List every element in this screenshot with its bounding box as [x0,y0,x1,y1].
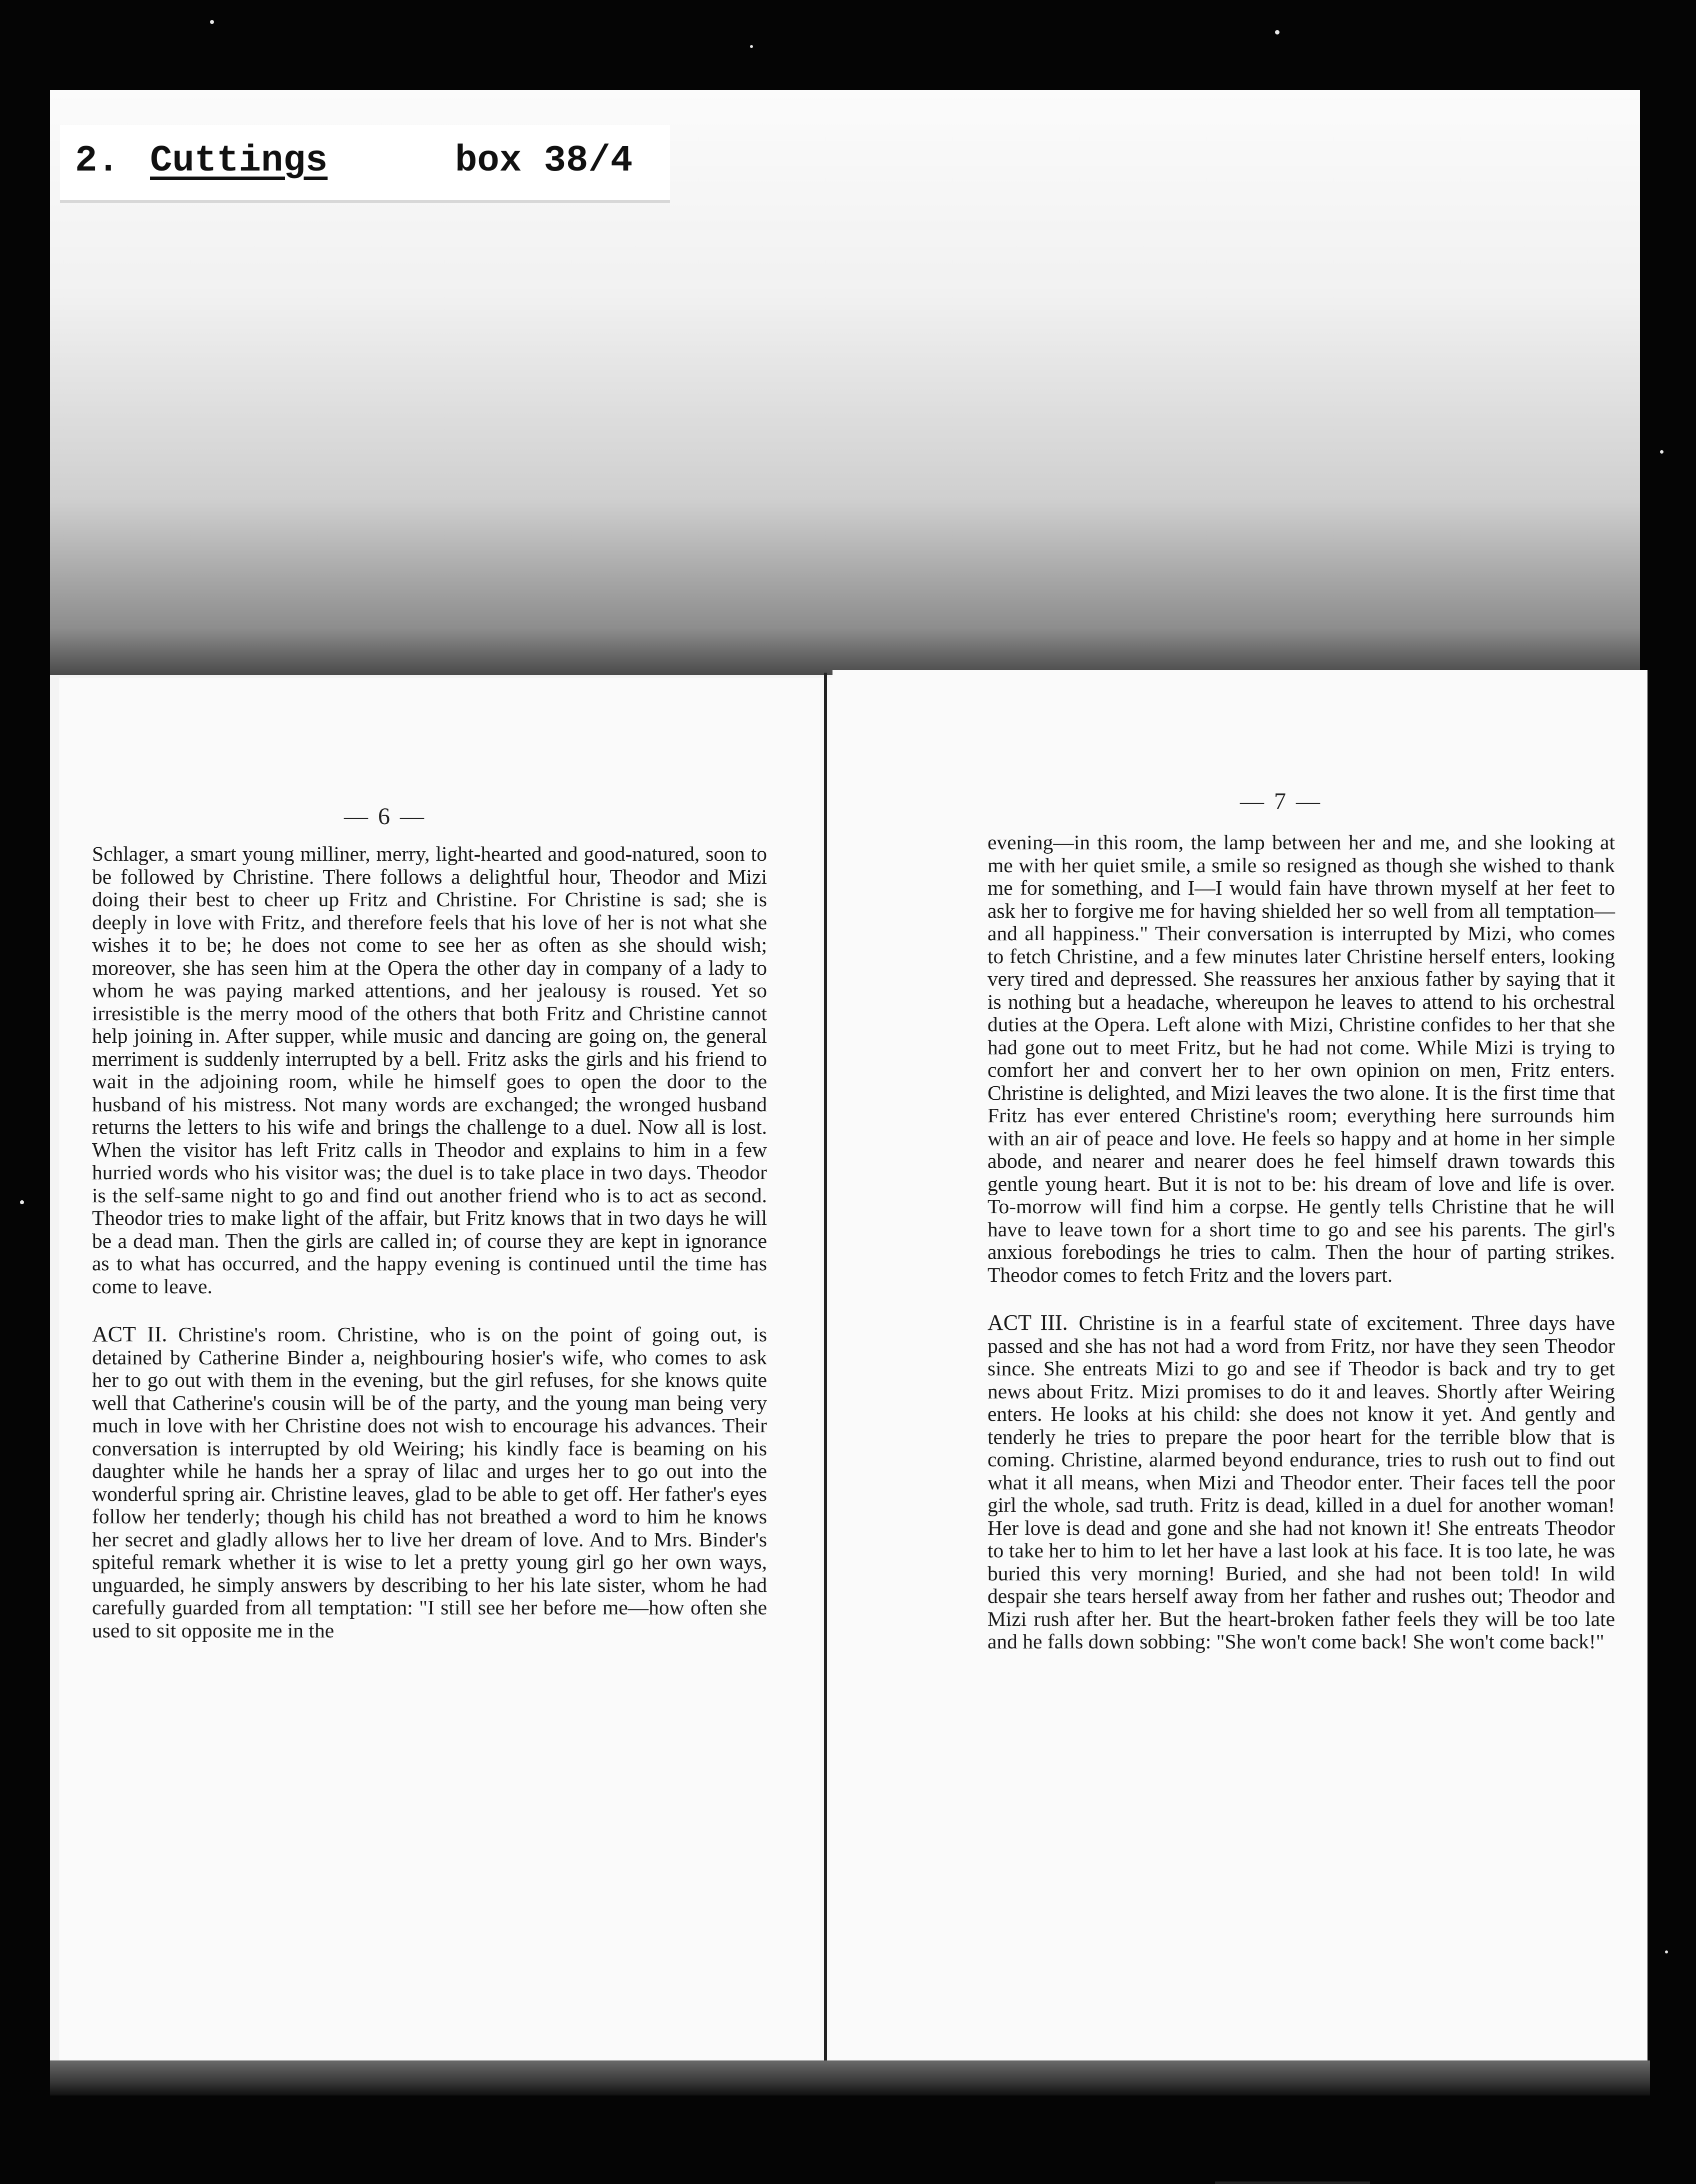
dust-speck [210,20,214,24]
dust-speck [750,45,753,48]
page-7 [832,670,1648,2068]
act-text: Christine's room. Christine, who is on the point of going out, is detained by Catherine Binder a, neighbouring hosier's wife, who comes to ask her to go out with them in the evening, but the girl refuses, for she knows quite well that Catherine's cousin will be of the party, and the young man being very much in love with her Christine does not wish to encourage his advances. Their conversation is interrupted by old Weiring; his kindly face is beaming on his daughter while he hands her a spray of lilac and urges her to go out into the wonderful spring air. Christine leaves, glad to be able to get off. Her father's eyes follow her tenderly; though his child has not breathed a word to him he knows her secret and gladly allows her to live her dream of love. And to Mrs. Binder's spiteful remark whether it is wise to let a pretty young girl go her own ways, unguarded, he simply answers by describing to her his late sister, whom he had carefully guarded from all temptation: "I still see her before me—how often she used to sit opposite me in the [92,1323,767,1642]
label-title: Cuttings [150,140,328,182]
page-number: — 7 — [1240,788,1322,815]
page-fold-divider [824,673,827,2063]
archive-label [60,125,670,203]
label-box-reference: box 38/4 [455,140,633,182]
dust-speck [1665,1950,1668,1953]
end-rule [1215,2181,1370,2184]
act-heading: ACT II. [92,1322,168,1346]
dust-speck [20,1200,24,1204]
act-text: Christine is in a fearful state of excitement. Three days have passed and she has not had a word from Fritz, nor have they seen Theodor since. She entreats Mizi to go and see if Theodor is back and try to get news about Fritz. Mizi promises to do it and leaves. Shortly after Weiring enters. He looks at his child: she does not know it yet. And gently and tenderly he tries to prepare the poor heart for the terrible blow that is coming. Christine, alarmed beyond endurance, tries to rush out to find out what it all means, when Mizi and Theodor enter. Their faces tell the poor girl the whole, sad truth. Fritz is dead, killed in a duel for another woman! Her love is dead and gone and she had not known it! She entreats Theodor to take her to him to let her have a last look at his face. It is too late, he was buried this very morning! Buried, and she had not been told! In wild despair she tears herself away from her father and rushes out; Theodor and Mizi rush after her. But the heart-broken father feels they will be too late and he falls down sobbing: "She won't come back! She won't come back!" [988,1311,1615,1653]
label-number: 2. [75,140,120,182]
act-heading: ACT III. [988,1310,1068,1335]
act-paragraph [92,1323,767,1642]
page-6 [59,678,839,2073]
dust-speck [1275,30,1280,35]
page-body [92,843,767,1642]
dust-speck [1660,450,1664,454]
paragraph: Schlager, a smart young milliner, merry, light-hearted and good-natured, soon to be followed by Christine. There follows a delightful hour, Theodor and Mizi doing their best to cheer up Fritz and Christine. For Christine is sad; she is deeply in love with Fritz, and therefore feels that his love of her is not what she wishes it to be; he does not come to see her as often as she should wish; moreover, she has seen him at the Opera the other day in company of a lady to whom he was paying marked attentions, and her jealousy is roused. Yet so irresistible is the merry mood of the others that both Fritz and Christine cannot help joining in. After supper, while music and dancing are going on, the general merriment is suddenly interrupted by a bell. Fritz asks the girls and his friend to wait in the adjoining room, while he himself goes to open the door to the husband of his mistress. Not many words are exchanged; the wronged husband returns the letters to his wife and brings the challenge to a duel. Now all is lost. When the visitor has left Fritz calls in Theodor and explains to him in a few hurried words who his visitor was; the duel is to take place in two days. Theodor is the self-same night to go and find out another friend who is to act as second. Theodor tries to make light of the affair, but Fritz knows that in two days he will be a dead man. Then the girls are called in; of course they are kept in ignorance as to what has occurred, and the happy evening is continued until the time has come to leave. [92,842,767,1298]
bottom-shadow-edge [50,2060,1650,2095]
paragraph: evening—in this room, the lamp between her and me, and she looking at me with her quiet smile, a smile so resigned as though she wished to thank me for something, and I—I would fain have thrown myself at her feet to ask her to forgive me for having shielded her so well from all temptation—and all happiness." Their conversation is interrupted by Mizi, who comes to fetch Christine, and a few minutes later Christine herself enters, looking very tired and depressed. She reassures her anxious father by saying that it is nothing but a headache, whereupon he leaves to attend to his orchestral duties at the Opera. Left alone with Mizi, Christine confides to her that she had gone out to meet Fritz, but he had not come. While Mizi is trying to comfort her and convert her to her own opinion on men, Fritz enters. Christine is delighted, and Mizi leaves the two alone. It is the first time that Fritz has ever entered Christine's room; everything here surrounds him with an air of peace and love. He feels so happy and at home in her simple abode, and nearer and nearer does he feel himself drawn towards this gentle young heart. But it is not to be: his dream of love and life is over. To-morrow will find him a corpse. He gently tells Christine that he will have to leave town for a short time to go and see his parents. The girl's anxious forebodings he tries to calm. Then the hour of parting strikes. Theodor comes to fetch Fritz and the lovers part. [988,831,1615,1286]
page-body [988,831,1615,1653]
act-paragraph [988,1311,1615,1653]
page-number: — 6 — [344,803,426,830]
